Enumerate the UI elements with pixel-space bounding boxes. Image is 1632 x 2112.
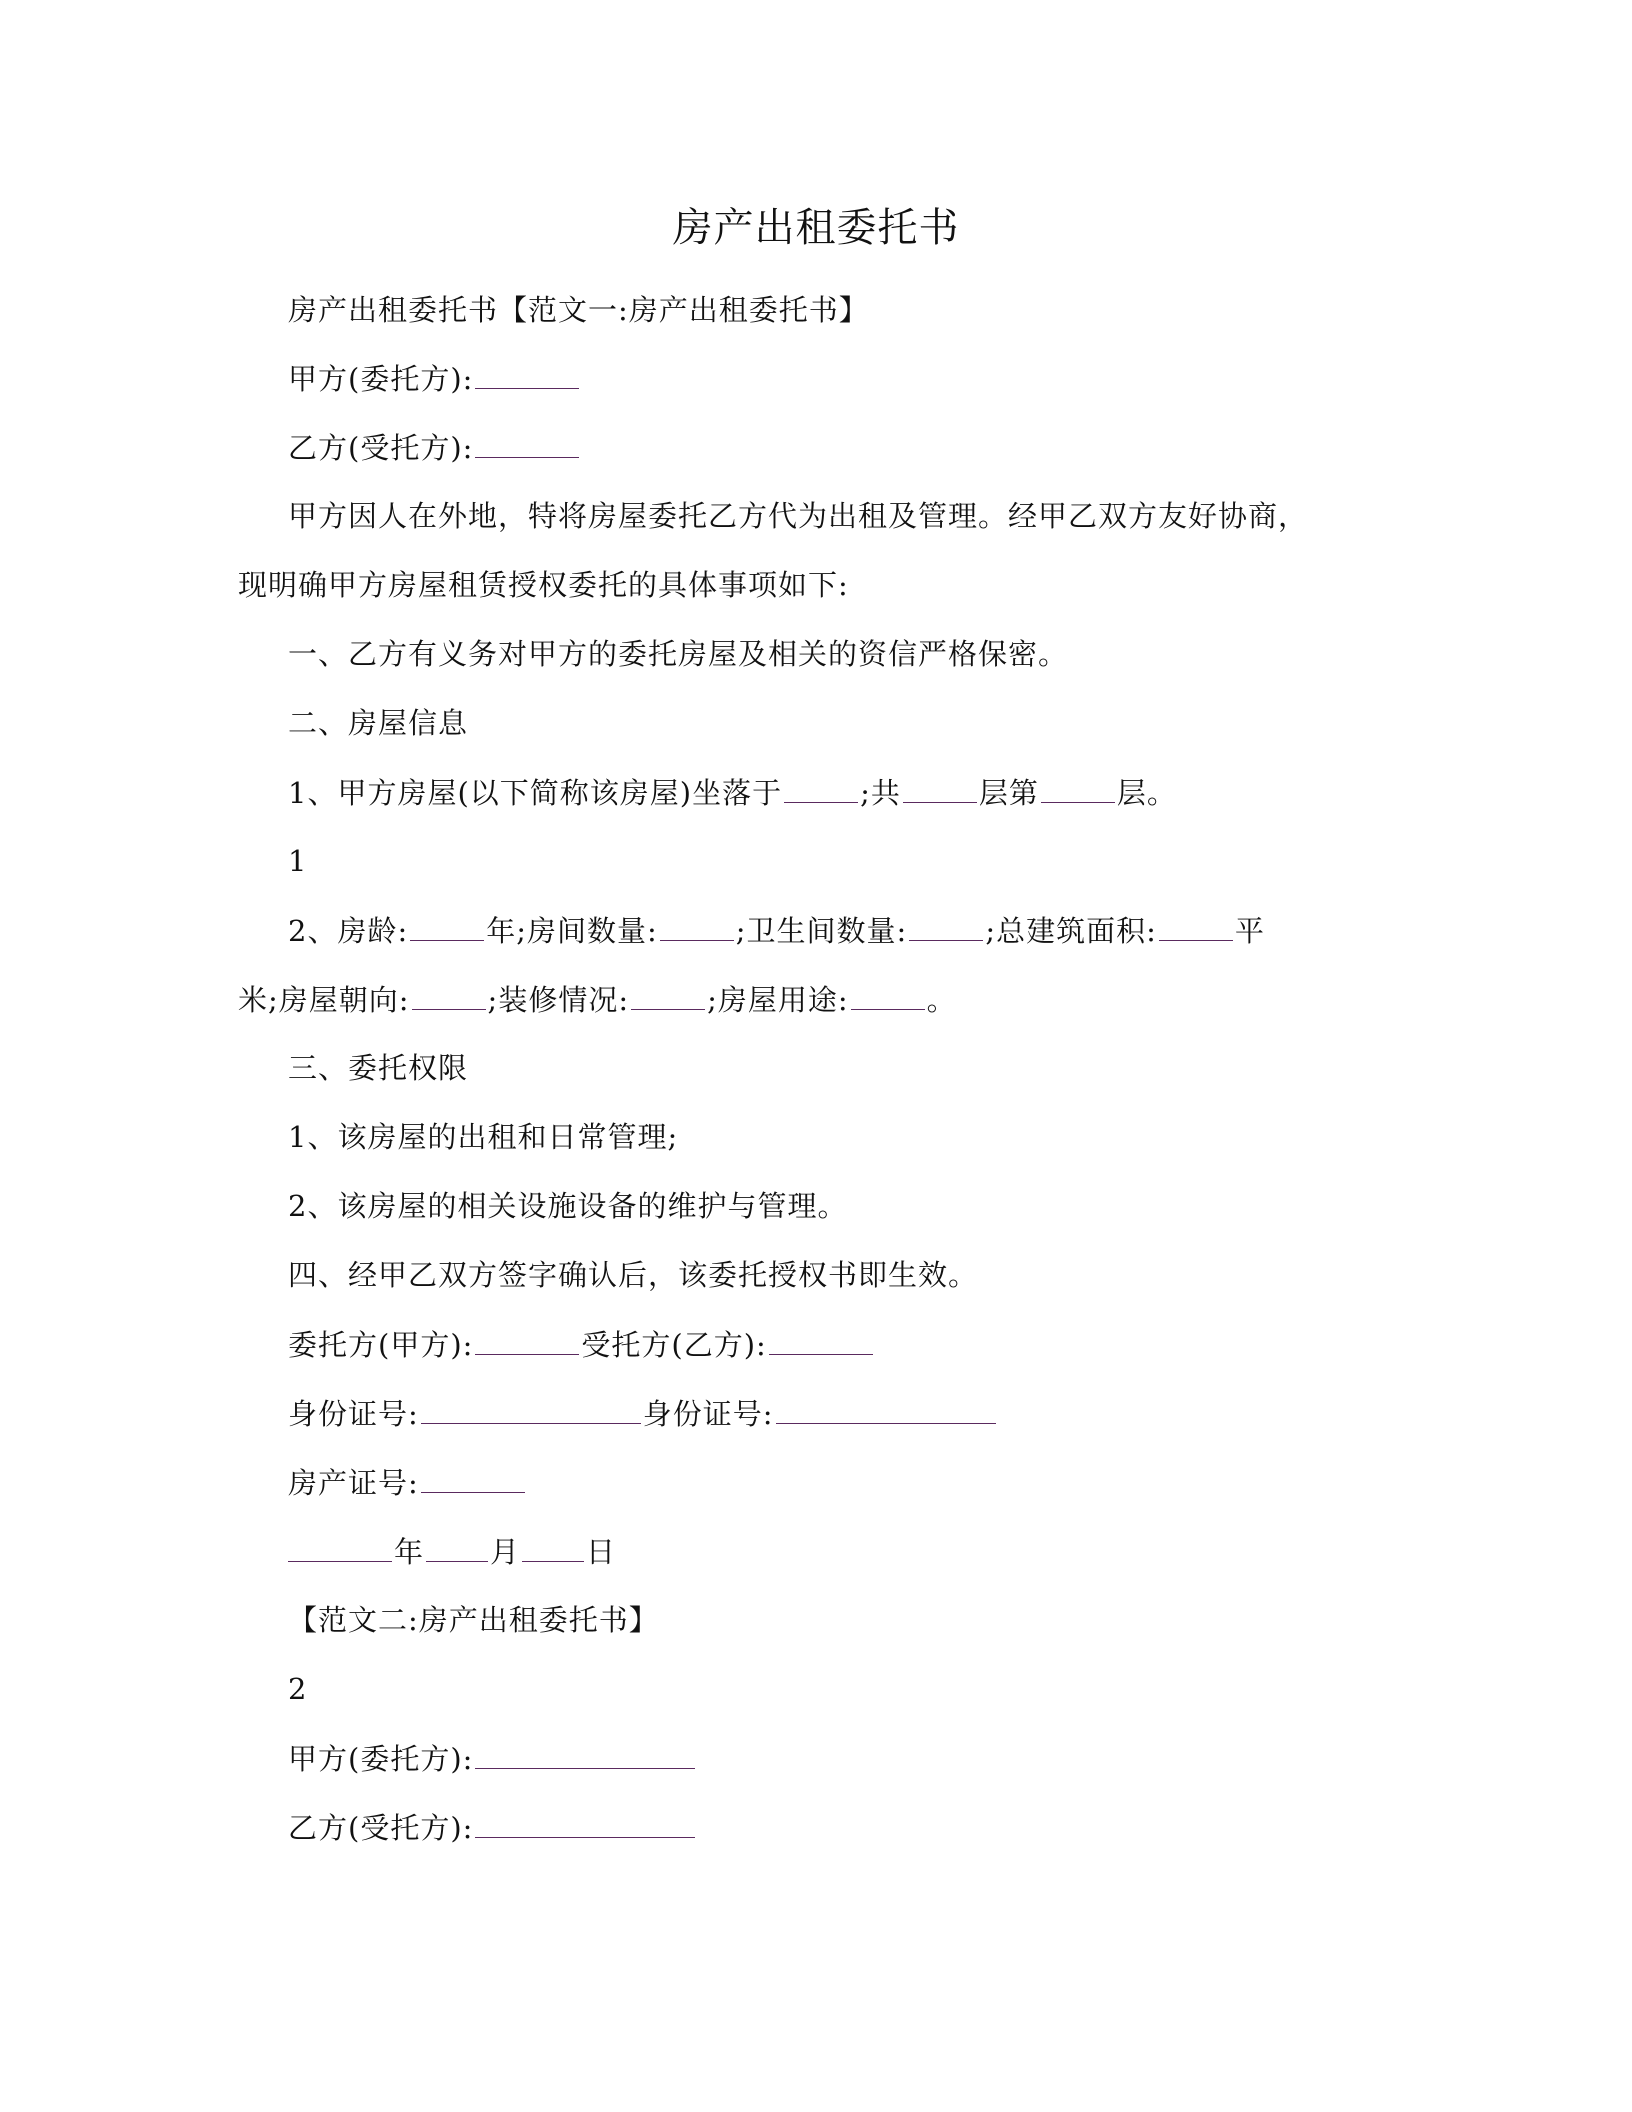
id-number-line bbox=[288, 1393, 998, 1434]
agent-blank bbox=[769, 1324, 873, 1355]
party-a-line bbox=[288, 358, 581, 399]
house-age-blank bbox=[410, 910, 484, 941]
house-location-line bbox=[288, 772, 1177, 813]
decoration-label: ;装修情况: bbox=[487, 983, 630, 1017]
intro-paragraph-line-1: 甲方因人在外地，特将房屋委托乙方代为出租及管理。经甲乙双方友好协商， bbox=[288, 499, 1309, 533]
authority-item-1: 1、该房屋的出租和日常管理; bbox=[288, 1120, 679, 1154]
bathroom-count-blank bbox=[909, 910, 983, 941]
party-a-blank bbox=[475, 358, 579, 389]
house-age-label: 2、房龄: bbox=[288, 914, 409, 948]
day-label: 日 bbox=[586, 1535, 617, 1569]
details-period: 。 bbox=[926, 983, 957, 1017]
page-number-2: 2 bbox=[288, 1672, 308, 1706]
property-cert-blank bbox=[421, 1462, 525, 1493]
section-authority: 三、委托权限 bbox=[288, 1051, 469, 1085]
floor-number-label: 层第 bbox=[978, 776, 1039, 810]
sample-one-heading: 房产出租委托书【范文一:房产出租委托书】 bbox=[288, 293, 869, 327]
party-b-line bbox=[288, 427, 581, 468]
total-floors-blank bbox=[903, 772, 977, 803]
party-a-label: 甲方(委托方): bbox=[288, 362, 474, 396]
clause-four: 四、经甲乙双方签字确认后，该委托授权书即生效。 bbox=[288, 1258, 979, 1292]
house-details-line-1 bbox=[288, 910, 1265, 951]
principal-id-label: 身份证号: bbox=[288, 1397, 419, 1431]
agent-id-label: 身份证号: bbox=[642, 1397, 774, 1431]
party-b-blank bbox=[475, 427, 579, 458]
month-label: 月 bbox=[490, 1535, 521, 1569]
room-count-label: 年;房间数量: bbox=[486, 914, 658, 948]
principal-id-blank bbox=[421, 1393, 641, 1424]
room-count-blank bbox=[660, 910, 734, 941]
agent-label: 受托方(乙方): bbox=[581, 1328, 767, 1362]
orientation-blank bbox=[412, 979, 486, 1010]
total-area-blank bbox=[1159, 910, 1233, 941]
floor-number-blank bbox=[1041, 772, 1115, 803]
party-a-line-2 bbox=[288, 1738, 697, 1779]
area-unit-part-1: 平 bbox=[1234, 914, 1265, 948]
house-details-line-2 bbox=[238, 979, 957, 1020]
year-label: 年 bbox=[394, 1535, 425, 1569]
day-blank bbox=[522, 1531, 584, 1562]
page-number-1: 1 bbox=[288, 844, 308, 878]
floor-suffix: 层。 bbox=[1116, 776, 1177, 810]
property-cert-line bbox=[288, 1462, 527, 1503]
month-blank bbox=[426, 1531, 488, 1562]
decoration-blank bbox=[631, 979, 705, 1010]
party-b-blank-2 bbox=[475, 1807, 695, 1838]
document-title: 房产出租委托书 bbox=[672, 205, 960, 251]
house-location-label: 1、甲方房屋(以下简称该房屋)坐落于 bbox=[288, 776, 783, 810]
usage-label: ;房屋用途: bbox=[707, 983, 849, 1017]
property-cert-label: 房产证号: bbox=[288, 1466, 419, 1500]
principal-blank bbox=[475, 1324, 579, 1355]
authority-item-2: 2、该房屋的相关设施设备的维护与管理。 bbox=[288, 1189, 848, 1223]
principal-label: 委托方(甲方): bbox=[288, 1328, 474, 1362]
usage-blank bbox=[851, 979, 925, 1010]
agent-id-blank bbox=[776, 1393, 996, 1424]
party-a-blank-2 bbox=[475, 1738, 695, 1769]
orientation-label: 米;房屋朝向: bbox=[238, 983, 410, 1017]
clause-one: 一、乙方有义务对甲方的委托房屋及相关的资信严格保密。 bbox=[288, 637, 1069, 671]
year-blank bbox=[288, 1531, 392, 1562]
intro-paragraph-line-2: 现明确甲方房屋租赁授权委托的具体事项如下: bbox=[238, 568, 849, 602]
date-line bbox=[288, 1531, 616, 1572]
total-floors-label: ;共 bbox=[860, 776, 901, 810]
party-b-label: 乙方(受托方): bbox=[288, 431, 474, 465]
party-b-line-2 bbox=[288, 1807, 697, 1848]
location-blank bbox=[784, 772, 858, 803]
bathroom-count-label: ;卫生间数量: bbox=[735, 914, 908, 948]
signature-line bbox=[288, 1324, 875, 1365]
sample-two-heading: 【范文二:房产出租委托书】 bbox=[288, 1603, 659, 1637]
section-house-info: 二、房屋信息 bbox=[288, 706, 469, 740]
total-area-label: ;总建筑面积: bbox=[985, 914, 1157, 948]
party-a-label-2: 甲方(委托方): bbox=[288, 1742, 474, 1776]
party-b-label-2: 乙方(受托方): bbox=[288, 1811, 474, 1845]
